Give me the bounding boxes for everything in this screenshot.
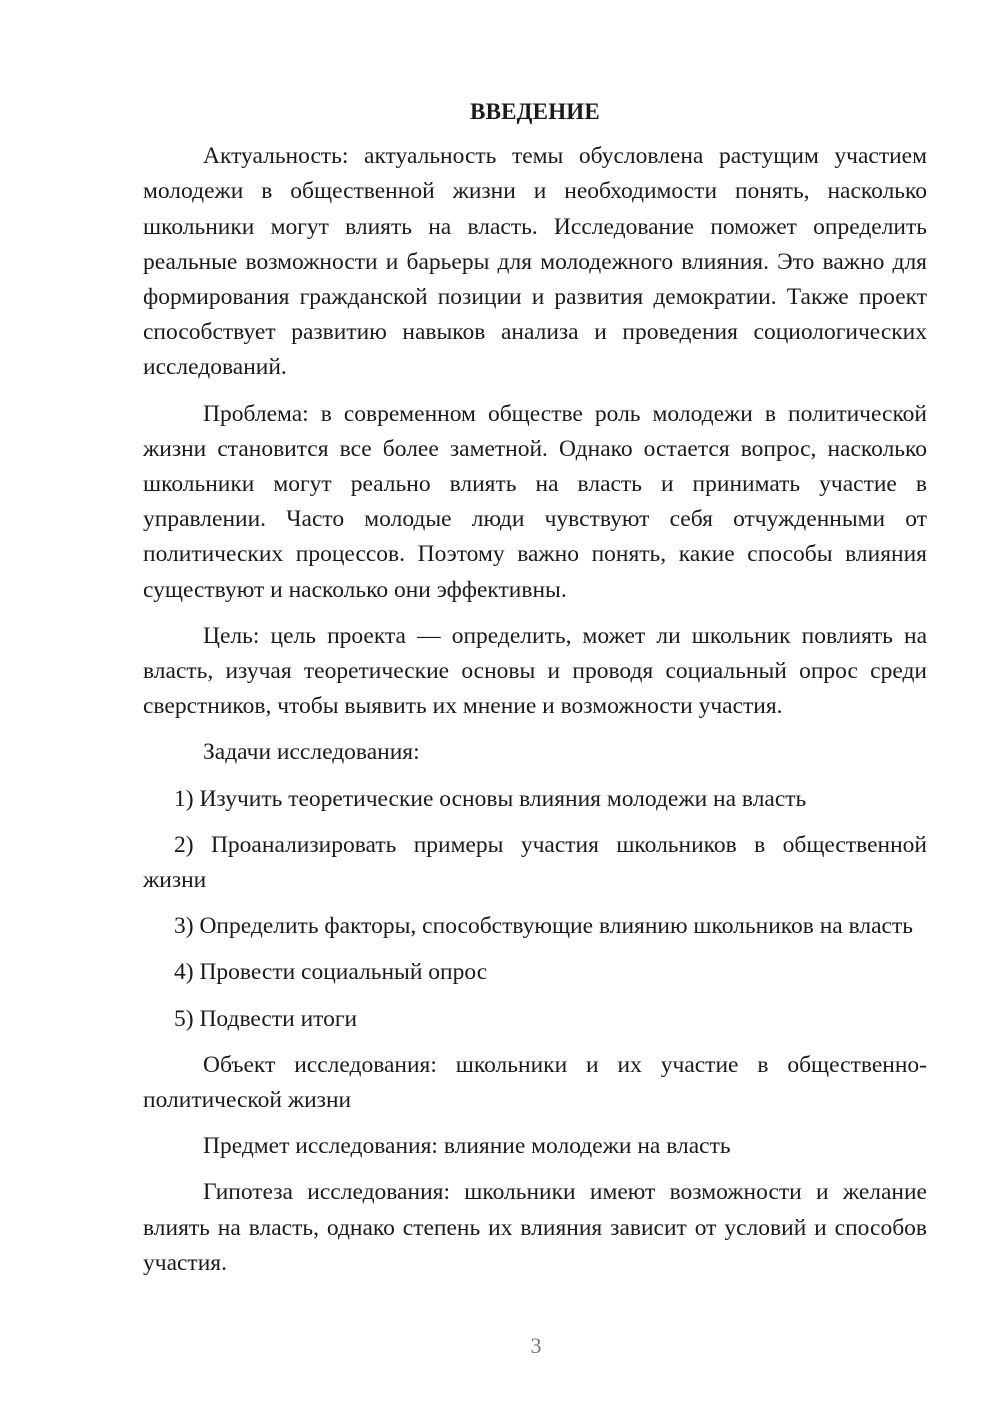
subject-paragraph: Предмет исследования: влияние молодежи на власть (203, 1133, 731, 1160)
page-title: ВВЕДЕНИЕ (470, 99, 600, 124)
relevance-paragraph: Актуальность: актуальность темы обусловлена растущим участием молодежи в общественной жизни и необходимости понять, насколько школьники могут влиять на власть. Исследование поможет определить реальные возможности и барьеры для молодежного влияния. Это важно для формирования гражданской позиции и развития демократии. Также проект способствует развитию навыков анализа и проведения социологических исследований. (143, 143, 927, 381)
tasks-heading: Задачи исследования: (203, 739, 420, 766)
task-item: 1) Изучить теоретические основы влияния молодежи на власть (174, 785, 807, 812)
goal-paragraph: Цель: цель проекта — определить, может ли школьник повлиять на власть, изучая теоретические основы и проводя социальный опрос среди сверстников, чтобы выявить их мнение и возможности участия. (143, 622, 927, 720)
task-item: 2) Проанализировать примеры участия школьников в общественной жизни (143, 831, 927, 894)
task-item: 4) Провести социальный опрос (174, 959, 488, 986)
hypothesis-paragraph: Гипотеза исследования: школьники имеют возможности и желание влиять на власть, однако степень их влияния зависит от условий и способов участия. (143, 1179, 927, 1276)
object-paragraph: Объект исследования: школьники и их участие в общественно-политической жизни (143, 1051, 927, 1114)
task-item: 5) Подвести итоги (174, 1005, 358, 1032)
task-item: 3) Определить факторы, способствующие влиянию школьников на власть (174, 913, 913, 940)
tasks-list (143, 782, 927, 1037)
problem-paragraph: Проблема: в современном обществе роль молодежи в политической жизни становится все более заметной. Однако остается вопрос, насколько школьники могут реально влиять на власть и принимать участие в управлении. Часто молодые люди чувствуют себя отчужденными от политических процессов. Поэтому важно понять, какие способы влияния существуют и насколько они эффективны. (143, 400, 927, 603)
page-content (143, 94, 927, 1292)
page-number: 3 (530, 1333, 542, 1358)
